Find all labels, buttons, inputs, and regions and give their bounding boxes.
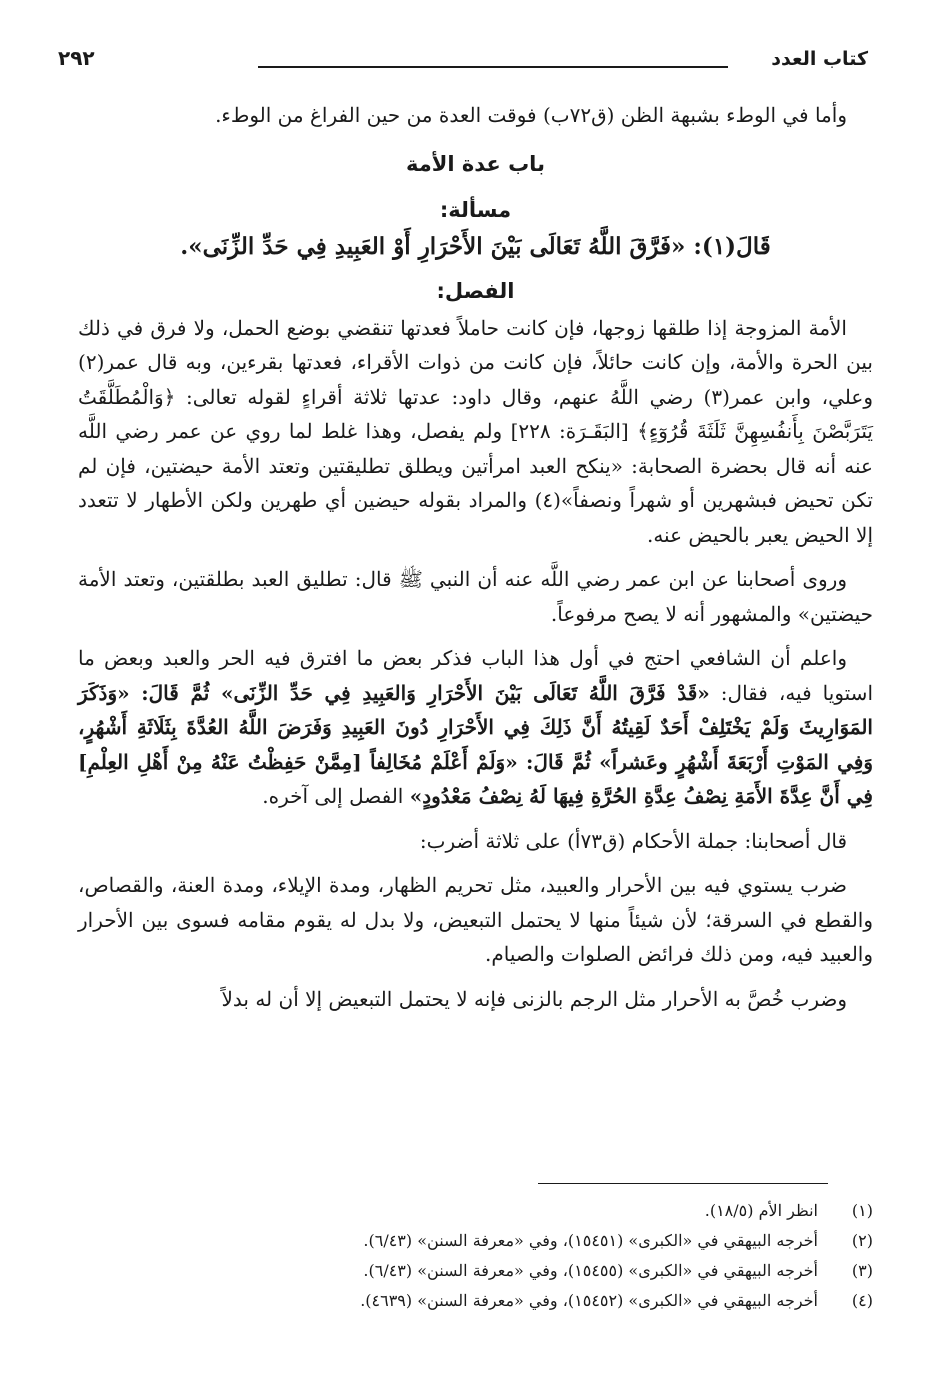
paragraph-3-quote: «قَدْ فَرَّقَ اللَّهُ تَعَالَى بَيْنَ الأَحْرَارِ وَالعَبِيدِ فِي حَدِّ الزِّنَى» ثُمَّ قَالَ: «وَذَكَرَ المَوَارِيثَ وَلَمْ يَخْتَلِفْ أَحَدٌ لَقِيتُهُ أَنَّ ذَلِكَ فِي الأَحْرَارِ دُونَ العَبِيدِ وَفَرَضَ اللَّهُ العُدَّةَ بِثَلَاثَةِ أَشْهُرٍ، وَفِي المَوْتِ أَرْبَعَةَ أَشْهُرٍ وعَشراً» ثُمَّ قَالَ: «وَلَمْ أَعْلَمْ مُخَالِفاً [مِمَّنْ حَفِظْتُ عَنْهُ مِنْ أَهْلِ العِلْمِ] فِي أَنَّ عِدَّةَ الأَمَةِ نِصْفُ عِدَّةِ الحُرَّةِ فِيهَا لَهُ نِصْفُ مَعْدُودٍ» <box>78 680 873 808</box>
footnote-number: (٤) <box>851 1291 873 1310</box>
paragraph-2: وروى أصحابنا عن ابن عمر رضي اللَّه عنه أن النبي ﷺ قال: تطليق العبد بطلقتين، وتعتد الأمة حيضتين» والمشهور أنه لا يصح مرفوعاً. <box>78 567 873 626</box>
footnote <box>78 1256 873 1286</box>
footnote-number: (٣) <box>851 1261 873 1280</box>
footnote <box>78 1286 873 1316</box>
paragraph-6: وضرب خُصَّ به الأحرار مثل الرجم بالزنى فإنه لا يحتمل التبعيض إلا أن له بدلاً <box>221 986 847 1011</box>
paragraph-1: الأمة المزوجة إذا طلقها زوجها، فإن كانت حاملاً فعدتها تنقضي بوضع الحمل، ولا فرق في ذلك بين الحرة والأمة، وإن كانت حائلاً، فإن كانت من ذوات الأقراء، فعدتها بقرءين، وبه قال عمر(٢) وعلي، وابن عمر(٣) رضي اللَّهُ عنهم، وقال داود: عدتها ثلاثة أقراءٍ لقوله تعالى: ﴿وَالْمُطَلَّقَتُ يَتَرَبَّصْنَ بِأَنفُسِهِنَّ ثَلَثَةَ قُرُوٓءٍ﴾ [البَقَـرَة: ٢٢٨] ولم يفصل، وهذا غلط لما روي عن عمر رضي اللَّه عنه أنه قال بحضرة الصحابة: «ينكح العبد امرأتين ويطلق تطليقتين وتعتد الأمة حيضتين، فإن لم تكن تحيض فبشهرين أو شهراً ونصفاً»(٤) والمراد بقوله حيضين أي طهرين ولكن الأطهار لا تتعدد إلا الحيض يعبر بالحيض عنه. <box>78 315 873 547</box>
paragraph-3-end: الفصل إلى آخره. <box>262 784 404 808</box>
footnote <box>78 1196 873 1226</box>
page-header <box>58 44 868 80</box>
fasl-heading: الفصل: <box>436 279 515 303</box>
text-quote: قَالَ(١): «فَرَّقَ اللَّهُ تَعَالَى بَيْنَ الأَحْرَارِ أَوْ العَبِيدِ فِي حَدِّ الزِّنَى». <box>180 232 771 260</box>
page-number: ٢٩٢ <box>58 46 95 70</box>
footnote-number: (١) <box>851 1201 873 1220</box>
paragraph-3-intro: واعلم أن الشافعي احتج في أول هذا الباب فذكر بعض ما افترق فيه الحر والعبد وبعض ما استويا فيه، فقال: <box>78 646 873 705</box>
masala-heading: مسألة: <box>439 198 512 222</box>
running-title: كتاب العدد <box>771 48 868 70</box>
footnote-separator <box>538 1183 828 1184</box>
footnote <box>78 1226 873 1256</box>
footnote-text: أخرجه البيهقي في «الكبرى» (١٥٤٥٥)، وفي «معرفة السنن» (٦/٤٣). <box>363 1261 818 1280</box>
footnote-number: (٢) <box>851 1231 873 1250</box>
footnotes <box>78 1196 873 1316</box>
footnote-text: أخرجه البيهقي في «الكبرى» (١٥٤٥١)، وفي «معرفة السنن» (٦/٤٣). <box>363 1231 818 1250</box>
header-rule <box>258 66 728 68</box>
paragraph-4: قال أصحابنا: جملة الأحكام (ق٧٣أ) على ثلاثة أضرب: <box>419 828 847 853</box>
main-text <box>78 98 873 1016</box>
paragraph-3 <box>78 641 873 814</box>
paragraph-5: ضرب يستوي فيه بين الأحرار والعبيد، مثل تحريم الظهار، ومدة الإيلاء، ومدة العنة، والقصاص، والقطع في السرقة؛ لأن شيئاً منها لا يحتمل التبعيض، ولا بدل له يقوم مقامه فسوى بين الأحرار والعبيد فيه، ومن ذلك فرائض الصلوات والصيام. <box>78 873 873 966</box>
chapter-title: باب عدة الأمة <box>406 151 545 176</box>
footnote-text: انظر الأم (١٨/٥). <box>704 1201 818 1220</box>
footnote-text: أخرجه البيهقي في «الكبرى» (١٥٤٥٢)، وفي «معرفة السنن» (٤٦٣٩). <box>360 1291 818 1310</box>
intro-paragraph: وأما في الوطء بشبهة الظن (ق٧٢ب) فوقت العدة من حين الفراغ من الوطء. <box>215 103 847 127</box>
